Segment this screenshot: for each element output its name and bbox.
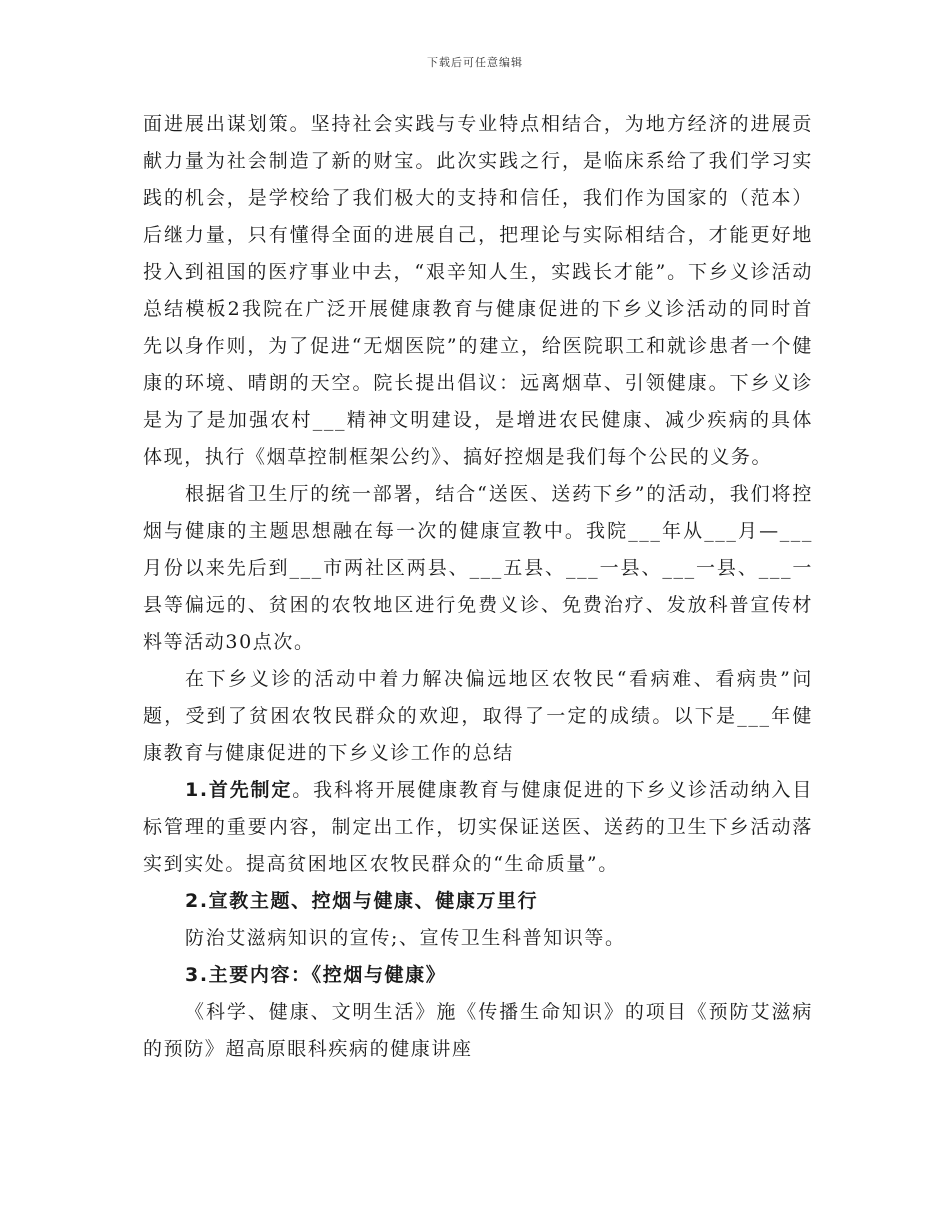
section-2-text: 防治艾滋病知识的宣传;、宣传卫生科普知识等。 (185, 927, 626, 949)
page-header: 下载后可任意编辑 (427, 56, 523, 69)
paragraph-2: 根据省卫生厅的统一部署，结合“送医、送药下乡”的活动，我们将控烟与健康的主题思想融在每一次的健康宣教中。我院___年从___月—___月份以来先后到___市两社区两县、___五县、___一县、___一县、___一县等偏远的、贫困的农牧地区进行免费义诊、免费治疗、发放科普宣传材料等活动30点次。 (143, 483, 813, 653)
section-1-label: 1.首先制定 (185, 779, 293, 801)
document-body (143, 106, 813, 1068)
section-3-heading: 3.主要内容：《控烟与健康》 (185, 964, 447, 986)
paragraph-3: 在下乡义诊的活动中着力解决偏远地区农牧民“看病难、看病贵”问题，受到了贫困农牧民群众的欢迎，取得了一定的成绩。以下是___年健康教育与健康促进的下乡义诊工作的总结 (143, 668, 813, 764)
paragraph-1: 面进展出谋划策。坚持社会实践与专业特点相结合，为地方经济的进展贡献力量为社会制造了新的财宝。此次实践之行，是临床系给了我们学习实践的机会，是学校给了我们极大的支持和信任，我们作为国家的（范本）后继力量，只有懂得全面的进展自己，把理论与实际相结合，才能更好地投入到祖国的医疗事业中去，“艰辛知人生，实践长才能”。下乡义诊活动总结模板2我院在广泛开展健康教育与健康促进的下乡义诊活动的同时首先以身作则，为了促进“无烟医院”的建立，给医院职工和就诊患者一个健康的环境、晴朗的天空。院长提出倡议：远离烟草、引领健康。下乡义诊是为了是加强农村___精神文明建设，是增进农民健康、减少疾病的具体体现，执行《烟草控制框架公约》、搞好控烟是我们每个公民的义务。 (143, 113, 813, 468)
section-3-text: 《科学、健康、文明生活》施《传播生命知识》的项目《预防艾滋病的预防》超高原眼科疾病的健康讲座 (143, 1001, 813, 1060)
section-1 (143, 772, 813, 883)
section-1-text: 。我科将开展健康教育与健康促进的下乡义诊活动纳入目标管理的重要内容，制定出工作，切实保证送医、送药的卫生下乡活动落实到实处。提高贫困地区农牧民群众的“生命质量”。 (143, 779, 813, 875)
section-2-heading: 2.宣教主题、控烟与健康、健康万里行 (185, 890, 539, 912)
